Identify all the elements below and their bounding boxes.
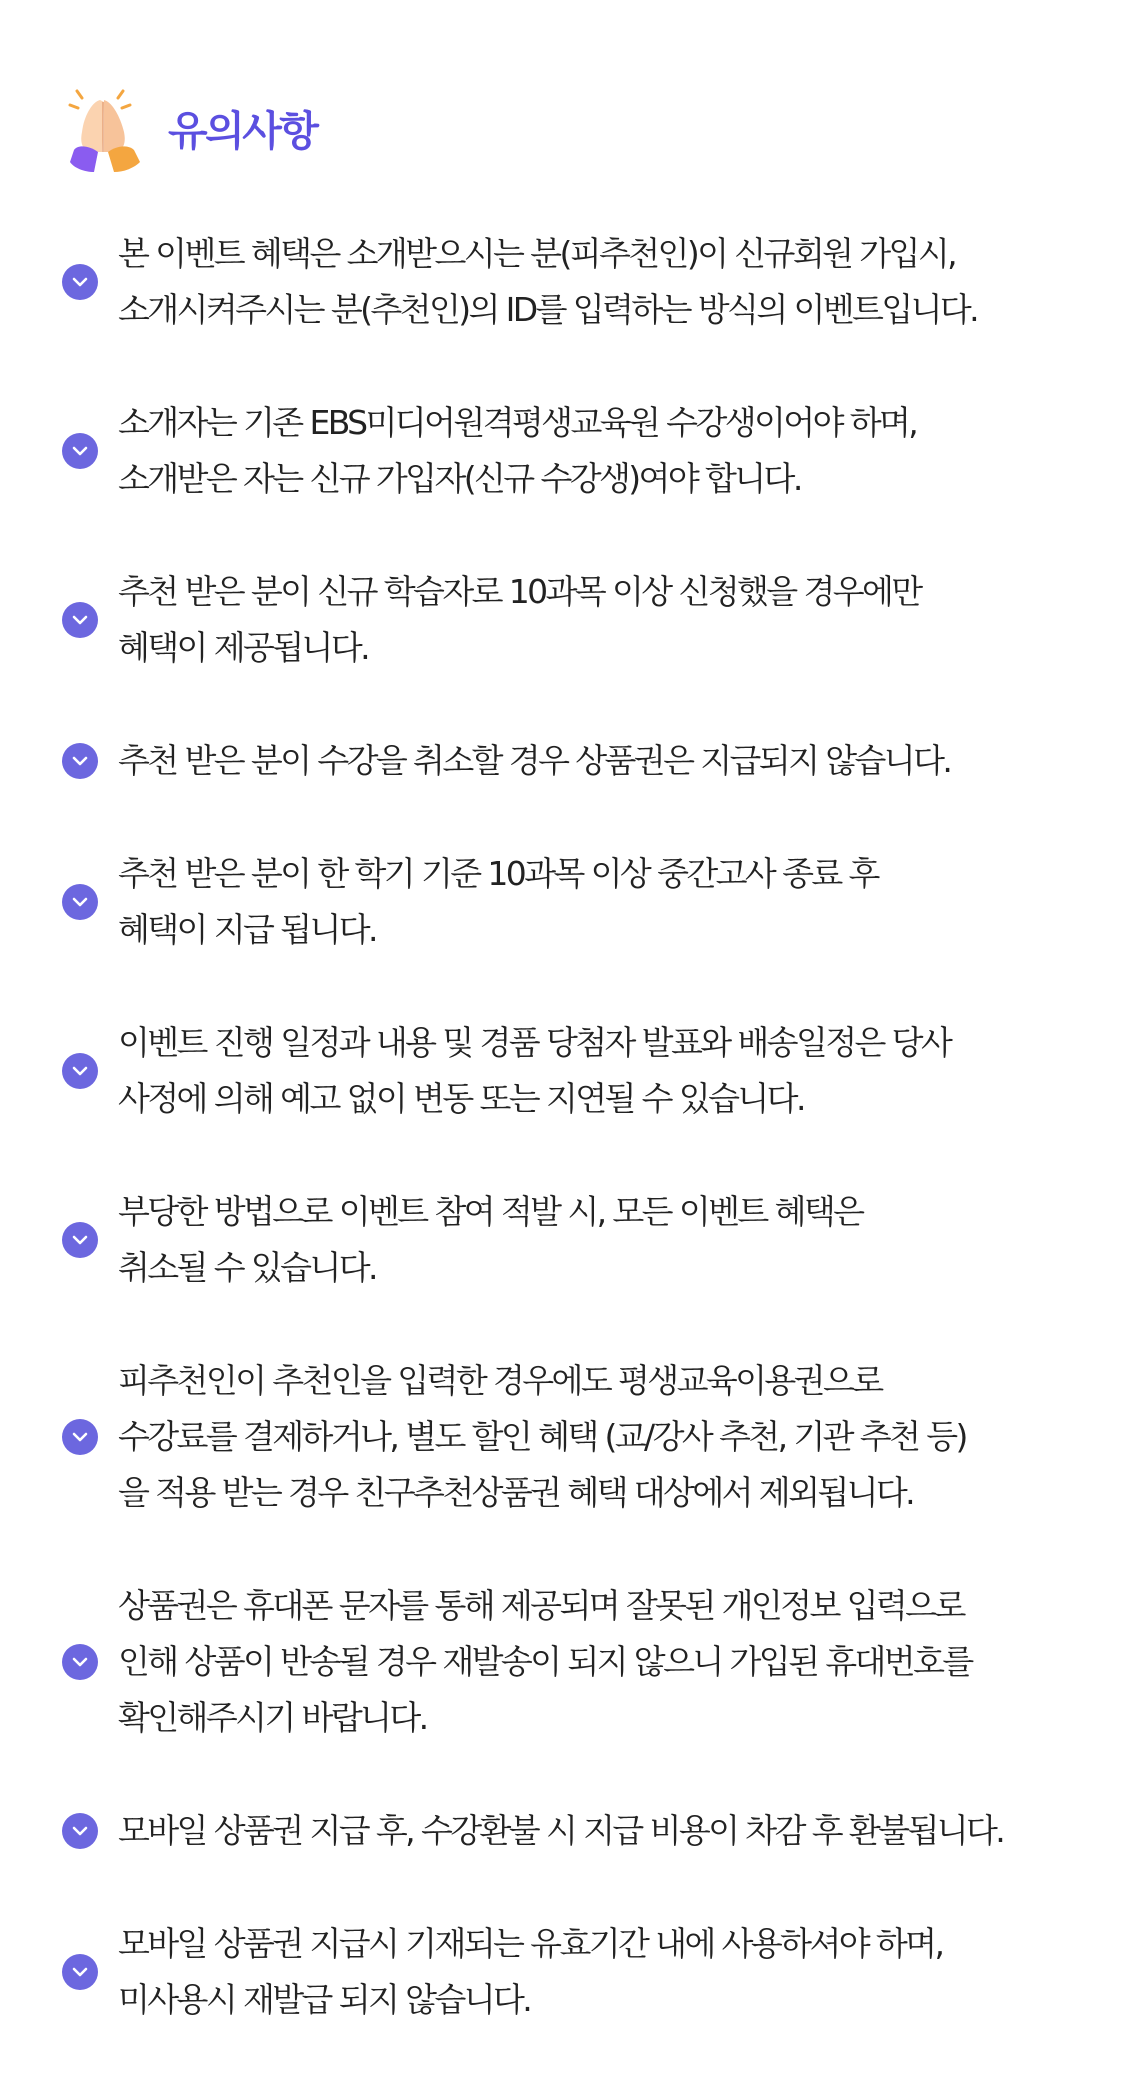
notice-text: 상품권은 휴대폰 문자를 통해 제공되며 잘못된 개인정보 입력으로 인해 상품이 반송될 경우 재발송이 되지 않으니 가입된 휴대번호를 확인해주시기 바랍니다. [118, 1586, 972, 1737]
page-title: 유의사항 [168, 106, 317, 155]
chevron-down-icon [62, 264, 98, 300]
list-item [62, 395, 1082, 507]
list-item [62, 1015, 1082, 1127]
list-item [62, 564, 1082, 676]
chevron-down-icon [62, 1222, 98, 1258]
chevron-down-icon [62, 1419, 98, 1455]
notice-text: 본 이벤트 혜택은 소개받으시는 분(피추천인)이 신규회원 가입시, 소개시켜주시는 분(추천인)의 ID를 입력하는 방식의 이벤트입니다. [118, 234, 978, 329]
notice-text: 피추천인이 추천인을 입력한 경우에도 평생교육이용권으로 수강료를 결제하거나, 별도 할인 혜택 (교/강사 추천, 기관 추천 등) 을 적용 받는 경우 친구추천상품권 혜택 대상에서 제외됩니다. [118, 1361, 966, 1512]
notice-text: 모바일 상품권 지급시 기재되는 유효기간 내에 사용하셔야 하며, 미사용시 재발급 되지 않습니다. [118, 1924, 943, 2019]
list-item [62, 733, 1082, 789]
list-item [62, 1353, 1082, 1521]
list-item [62, 1803, 1082, 1859]
chevron-down-icon [62, 1813, 98, 1849]
chevron-down-icon [62, 884, 98, 920]
notice-header [68, 86, 316, 176]
list-item [62, 1184, 1082, 1296]
chevron-down-icon [62, 1053, 98, 1089]
list-item [62, 1578, 1082, 1746]
praying-hands-icon [68, 88, 146, 174]
chevron-down-icon [62, 743, 98, 779]
notice-text: 추천 받은 분이 수강을 취소할 경우 상품권은 지급되지 않습니다. [118, 741, 951, 780]
list-item [62, 846, 1082, 958]
chevron-down-icon [62, 433, 98, 469]
notice-text: 추천 받은 분이 한 학기 기준 10과목 이상 중간고사 종료 후 혜택이 지급 됩니다. [118, 854, 878, 949]
list-item [62, 1916, 1082, 2028]
notice-list [62, 226, 1082, 2085]
notice-text: 이벤트 진행 일정과 내용 및 경품 당첨자 발표와 배송일정은 당사 사정에 의해 예고 없이 변동 또는 지연될 수 있습니다. [118, 1023, 951, 1118]
chevron-down-icon [62, 1644, 98, 1680]
chevron-down-icon [62, 602, 98, 638]
chevron-down-icon [62, 1954, 98, 1990]
notice-text: 부당한 방법으로 이벤트 참여 적발 시, 모든 이벤트 혜택은 취소될 수 있습니다. [118, 1192, 863, 1287]
list-item [62, 226, 1082, 338]
notice-text: 모바일 상품권 지급 후, 수강환불 시 지급 비용이 차감 후 환불됩니다. [118, 1811, 1004, 1850]
notice-text: 소개자는 기존 EBS미디어원격평생교육원 수강생이어야 하며, 소개받은 자는 신규 가입자(신규 수강생)여야 합니다. [118, 403, 917, 498]
notice-text: 추천 받은 분이 신규 학습자로 10과목 이상 신청했을 경우에만 혜택이 제공됩니다. [118, 572, 921, 667]
